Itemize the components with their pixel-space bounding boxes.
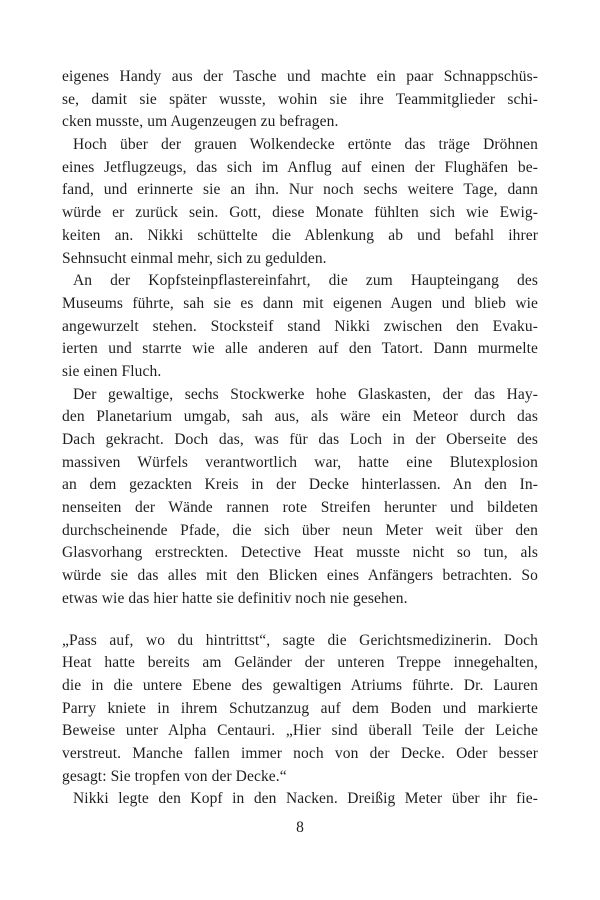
text-line: Der gewaltige, sechs Stockwerke hohe Glaskasten, der das Hay- <box>73 385 538 403</box>
text-line: Sehnsucht einmal mehr, sich zu gedulden. <box>62 249 327 267</box>
text-line: etwas wie das hier hatte sie definitiv noch nie gesehen. <box>62 589 408 607</box>
text-line: Hoch über der grauen Wolkendecke ertönte das träge Dröhnen <box>73 136 538 154</box>
text-line: verstreut. Manche fallen immer noch von der Decke. Oder besser <box>62 744 538 762</box>
text-line: Beweise unter Alpha Centauri. „Hier sind überall Teile der Leiche <box>62 722 538 740</box>
text-line: angewurzelt stehen. Stocksteif stand Nikki zwischen den Evaku- <box>62 317 538 335</box>
text-line: nenseiten der Wände rannen rote Streifen herunter und bildeten <box>62 499 538 517</box>
text-line: se, damit sie später wusste, wohin sie ihre Teammitglieder schi- <box>62 90 538 108</box>
text-line: die in die untere Ebene des gewaltigen Atriums führte. Dr. Lauren <box>62 676 538 694</box>
text-line: gesagt: Sie tropfen von der Decke.“ <box>62 767 287 785</box>
page-number: 8 <box>296 819 304 836</box>
text-line: keiten an. Nikki schüttelte die Ablenkung ab und befahl ihrer <box>62 226 538 244</box>
text-line: massiven Würfels verantwortlich war, hatte eine Blutexplosion <box>62 453 538 471</box>
text-line: fand, und erinnerte sie an ihn. Nur noch sechs weitere Tage, dann <box>62 181 538 199</box>
page-text-block <box>62 66 538 811</box>
text-line: Glasvorhang erstreckten. Detective Heat musste nicht so tun, als <box>62 544 538 562</box>
text-line: eines Jetflugzeugs, das sich im Anflug auf einen der Flughäfen be- <box>62 158 538 176</box>
text-line: an dem gezackten Kreis in der Decke hinterlassen. An den In- <box>62 476 538 494</box>
text-line: Parry kniete in ihrem Schutzanzug auf dem Boden und markierte <box>62 699 538 717</box>
text-line: Dach gekracht. Doch das, was für das Loch in der Oberseite des <box>62 431 538 448</box>
text-line: würde sie das alles mit den Blicken eines Anfängers betrachten. So <box>62 567 538 585</box>
text-line: sie einen Fluch. <box>62 362 162 380</box>
text-line: Heat hatte bereits am Geländer der unteren Treppe innegehalten, <box>62 654 538 672</box>
text-line: ierten und starrte wie alle anderen auf den Tatort. Dann murmelte <box>62 340 538 358</box>
text-line: den Planetarium umgab, sah aus, als wäre ein Meteor durch das <box>62 408 538 426</box>
text-line: Museums führte, sah sie es dann mit eigenen Augen und blieb wie <box>62 294 538 312</box>
text-line: An der Kopfsteinpflastereinfahrt, die zum Haupteingang des <box>73 272 538 290</box>
scene-break <box>62 611 538 630</box>
text-line: Nikki legte den Kopf in den Nacken. Dreißig Meter über ihr fie- <box>73 790 538 808</box>
text-line: eigenes Handy aus der Tasche und machte ein paar Schnappschüs- <box>62 68 538 85</box>
text-line: durchscheinende Pfade, die sich über neun Meter weit über den <box>62 521 538 539</box>
text-line: würde er zurück sein. Gott, diese Monate fühlten sich wie Ewig- <box>62 204 538 222</box>
text-line: cken musste, um Augenzeugen zu befragen. <box>62 113 339 131</box>
text-line: „Pass auf, wo du hintrittst“, sagte die Gerichtsmedizinerin. Doch <box>62 631 538 649</box>
